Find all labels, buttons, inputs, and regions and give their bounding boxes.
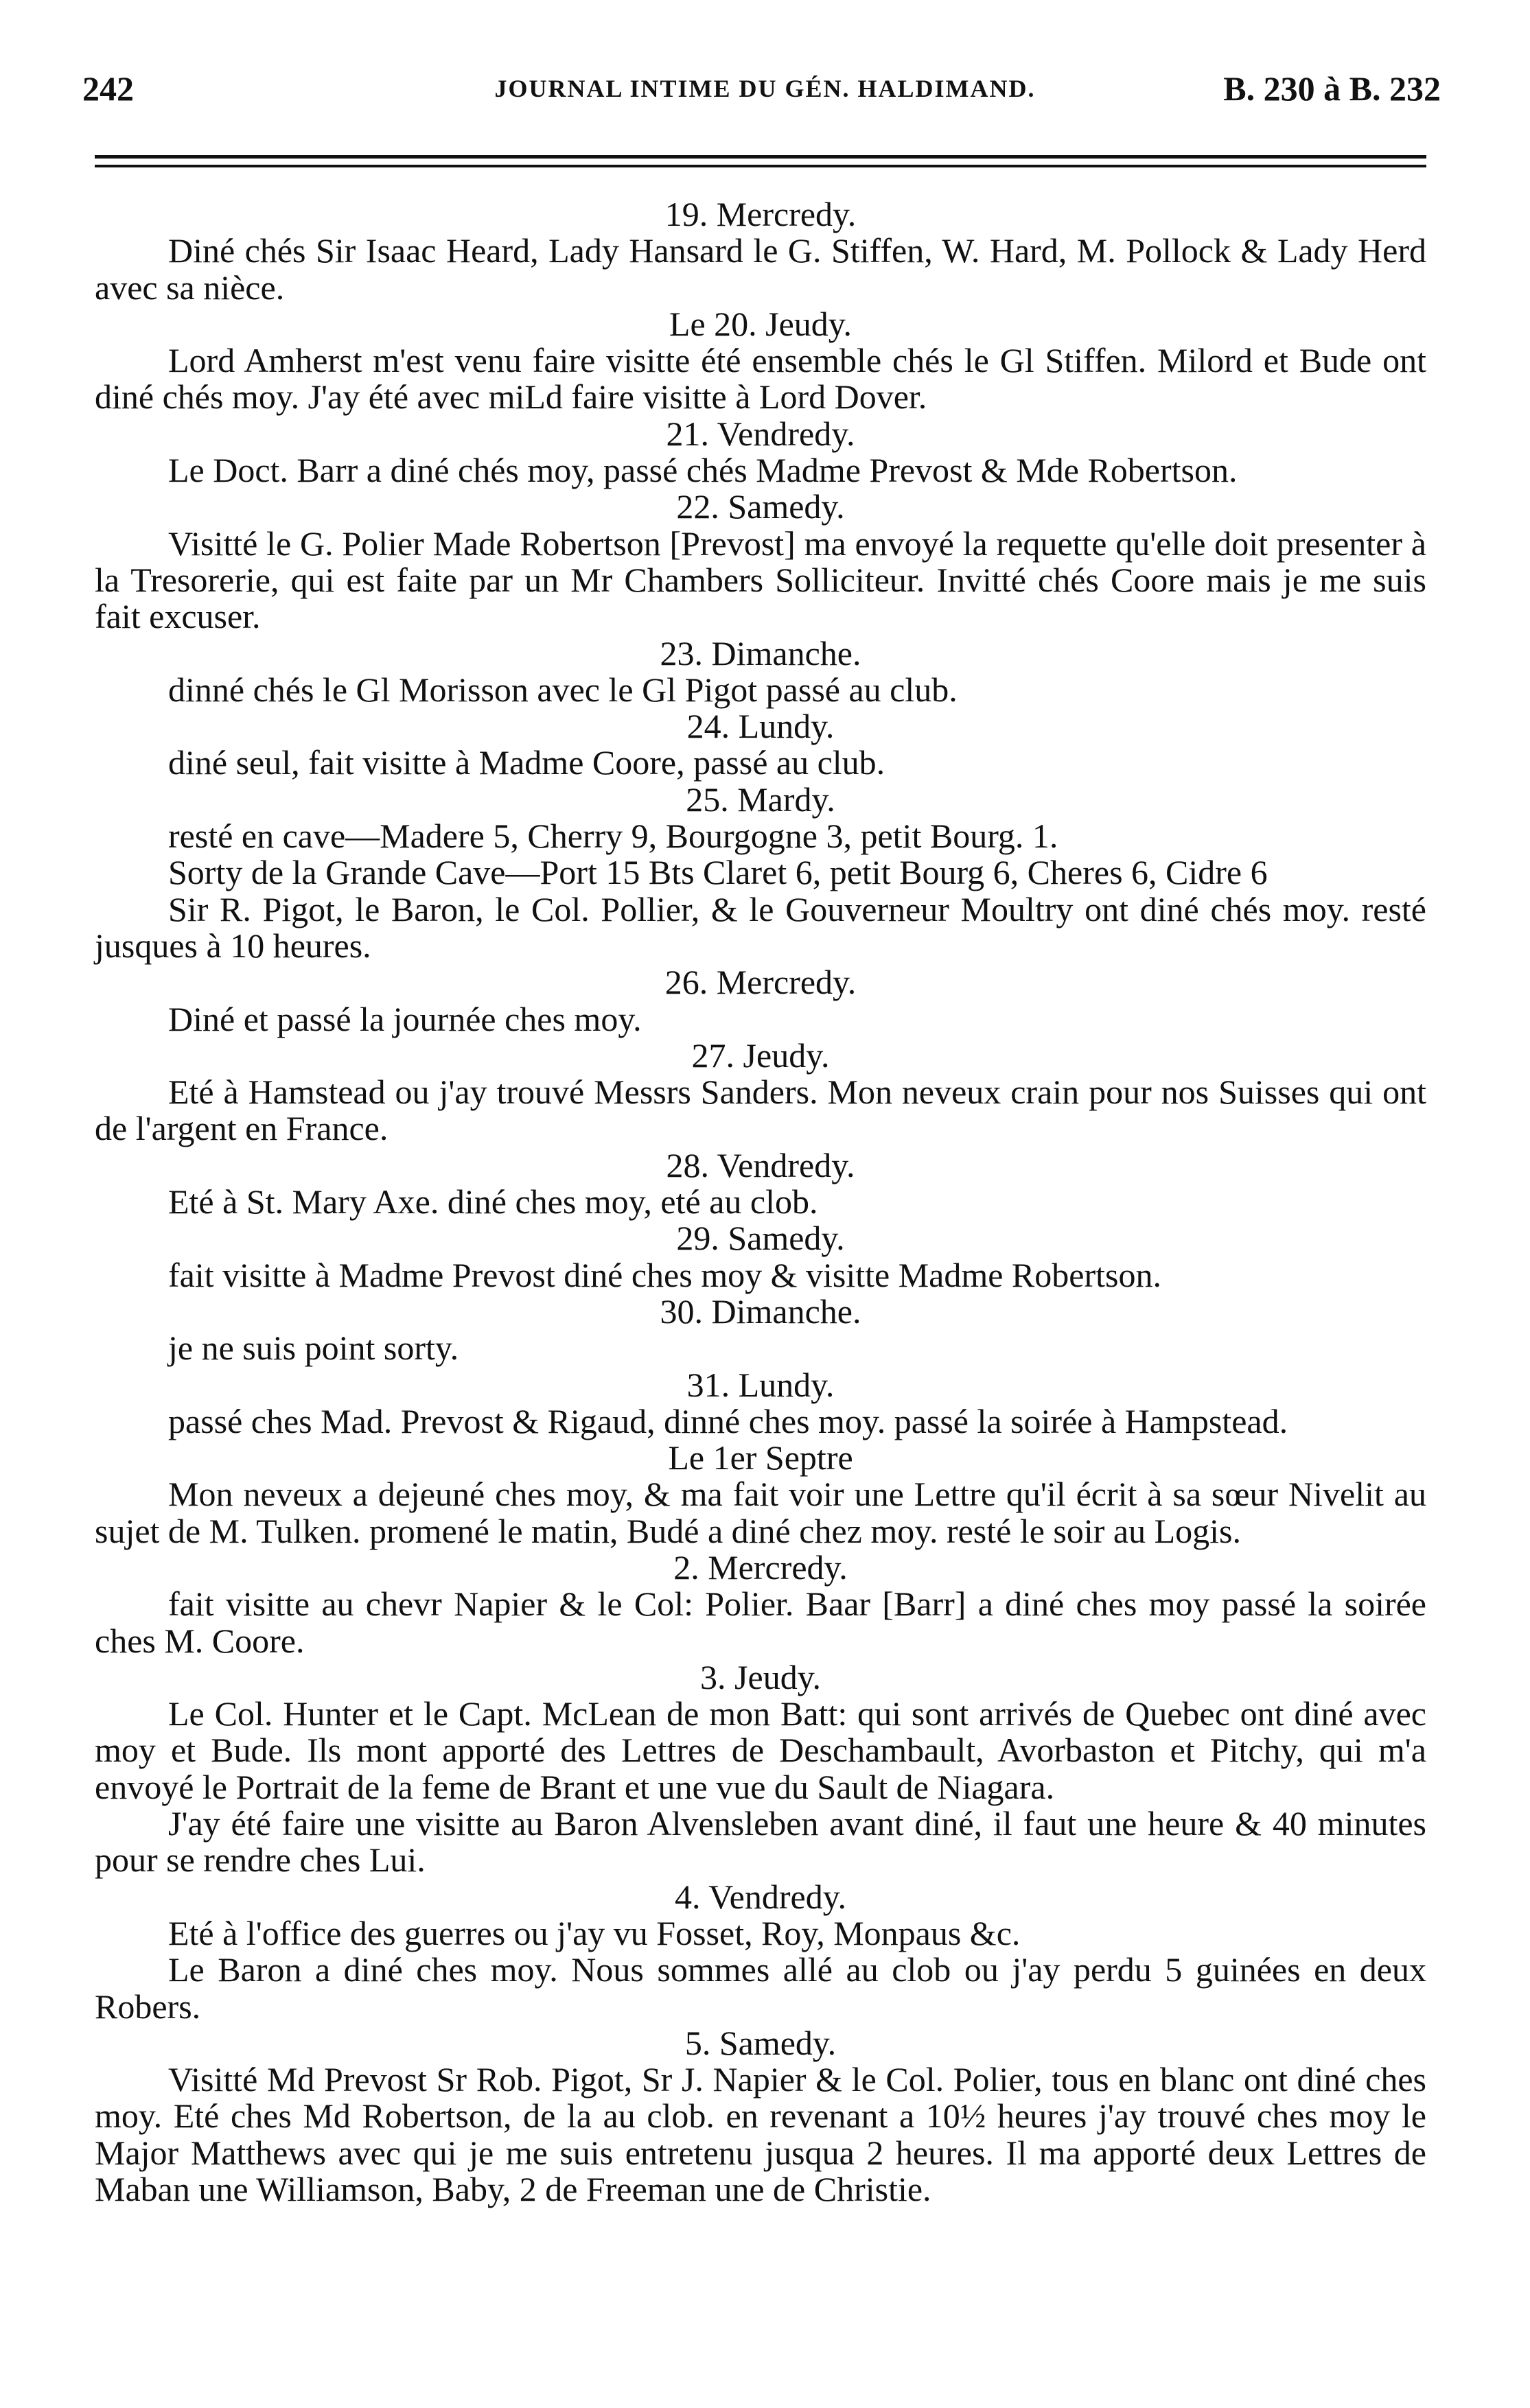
date-heading: 19. Mercredy. xyxy=(664,195,857,233)
date-heading: 27. Jeudy. xyxy=(691,1036,830,1075)
journal-entry: Le Baron a diné ches moy. Nous sommes allé au clob ou j'ay perdu 5 guinées en deux Robers. xyxy=(95,1950,1426,2026)
date-heading: 28. Vendredy. xyxy=(666,1145,855,1184)
date-heading: 5. Samedy. xyxy=(684,2023,837,2062)
date-heading: 4. Vendredy. xyxy=(675,1877,846,1916)
journal-entry: passé ches Mad. Prevost & Rigaud, dinné ches moy. passé la soirée à Hampstead. xyxy=(168,1401,1288,1440)
journal-entry: Lord Amherst m'est venu faire visitte été ensemble chés le Gl Stiffen. Milord et Bude ont diné chés moy. J'ay été avec miLd faire visitte à Lord Dover. xyxy=(95,341,1426,417)
journal-entry: dinné chés le Gl Morisson avec le Gl Pigot passé au club. xyxy=(168,670,958,709)
page-number: 242 xyxy=(82,69,134,108)
date-heading: 29. Samedy. xyxy=(676,1219,845,1258)
journal-entry: Sir R. Pigot, le Baron, le Col. Pollier, & le Gouverneur Moultry ont diné chés moy. resté jusques à 10 heures. xyxy=(95,889,1426,965)
journal-entry: resté en cave—Madere 5, Cherry 9, Bourgogne 3, petit Bourg. 1. xyxy=(168,817,1058,856)
header-rule-bottom xyxy=(95,165,1426,167)
date-heading: 26. Mercredy. xyxy=(664,963,857,1002)
running-header xyxy=(0,69,1530,110)
journal-entry: Diné et passé la journée ches moy. xyxy=(168,999,642,1038)
archive-reference: B. 230 à B. 232 xyxy=(1223,69,1441,108)
journal-entry: fait visitte au chevr Napier & le Col: Polier. Baar [Barr] a diné ches moy passé la soirée ches M. Coore. xyxy=(95,1585,1426,1660)
journal-text xyxy=(95,196,1426,2208)
journal-entry: Diné chés Sir Isaac Heard, Lady Hansard le G. Stiffen, W. Hard, M. Pollock & Lady Herd avec sa nièce. xyxy=(95,231,1426,307)
running-title: JOURNAL INTIME DU GÉN. HALDIMAND. xyxy=(494,75,1036,102)
journal-entry: Eté à Hamstead ou j'ay trouvé Messrs Sanders. Mon neveux crain pour nos Suisses qui ont de l'argent en France. xyxy=(95,1073,1426,1148)
date-heading: 30. Dimanche. xyxy=(660,1291,861,1331)
journal-entry: je ne suis point sorty. xyxy=(168,1329,459,1368)
journal-entry: Le Doct. Barr a diné chés moy, passé chés Madme Prevost & Mde Robertson. xyxy=(168,451,1238,490)
date-heading: 24. Lundy. xyxy=(686,707,835,746)
date-heading: 23. Dimanche. xyxy=(660,633,861,673)
date-heading: 3. Jeudy. xyxy=(700,1657,821,1696)
journal-entry: Eté à l'office des guerres ou j'ay vu Fosset, Roy, Monpaus &c. xyxy=(168,1913,1021,1952)
journal-entry: Mon neveux a dejeuné ches moy, & ma fait voir une Lettre qu'il écrit à sa sœur Nivelit au sujet de M. Tulken. promené le matin, Budé a diné chez moy. resté le soir au Logis. xyxy=(95,1475,1426,1550)
header-rule-top xyxy=(95,155,1426,159)
journal-entry: fait visitte à Madme Prevost diné ches moy & visitte Madme Robertson. xyxy=(168,1255,1161,1294)
journal-entry: Le Col. Hunter et le Capt. McLean de mon Batt: qui sont arrivés de Quebec ont diné avec moy et Bude. Ils mont apporté des Lettres de Deschambault, Avorbaston et Pitchy, qui m'a envoyé le Portrait de la feme de Brant et une vue du Sault de Niagara. xyxy=(95,1694,1426,1806)
journal-entry: Eté à St. Mary Axe. diné ches moy, eté au clob. xyxy=(168,1182,818,1221)
journal-entry: Visitté le G. Polier Made Robertson [Prevost] ma envoyé la requette qu'elle doit presenter à la Tresorerie, qui est faite par un Mr Chambers Solliciteur. Invitté chés Coore mais je me suis fait excuser. xyxy=(95,524,1426,636)
date-heading: 25. Mardy. xyxy=(686,780,835,819)
date-heading: Le 1er Septre xyxy=(668,1438,853,1477)
journal-entry: Sorty de la Grande Cave—Port 15 Bts Claret 6, petit Bourg 6, Cheres 6, Cidre 6 xyxy=(168,853,1268,892)
journal-entry: Visitté Md Prevost Sr Rob. Pigot, Sr J. Napier & le Col. Polier, tous en blanc ont diné ches moy. Eté ches Md Robertson, de la au clob. en revenant a 10½ heures j'ay trouvé ches moy le Major Matthews avec qui je me suis entretenu jusqua 2 heures. Il ma apporté deux Lettres de Maban une Williamson, Baby, 2 de Freeman une de Christie. xyxy=(95,2060,1426,2209)
journal-entry: J'ay été faire une visitte au Baron Alvensleben avant diné, il faut une heure & 40 minutes pour se rendre ches Lui. xyxy=(95,1804,1426,1880)
date-heading: 31. Lundy. xyxy=(686,1365,835,1404)
date-heading: 22. Samedy. xyxy=(676,487,845,526)
date-heading: Le 20. Jeudy. xyxy=(669,304,853,343)
journal-entry: diné seul, fait visitte à Madme Coore, passé au club. xyxy=(168,743,885,782)
date-heading: 21. Vendredy. xyxy=(666,414,855,453)
date-heading: 2. Mercredy. xyxy=(673,1547,848,1587)
